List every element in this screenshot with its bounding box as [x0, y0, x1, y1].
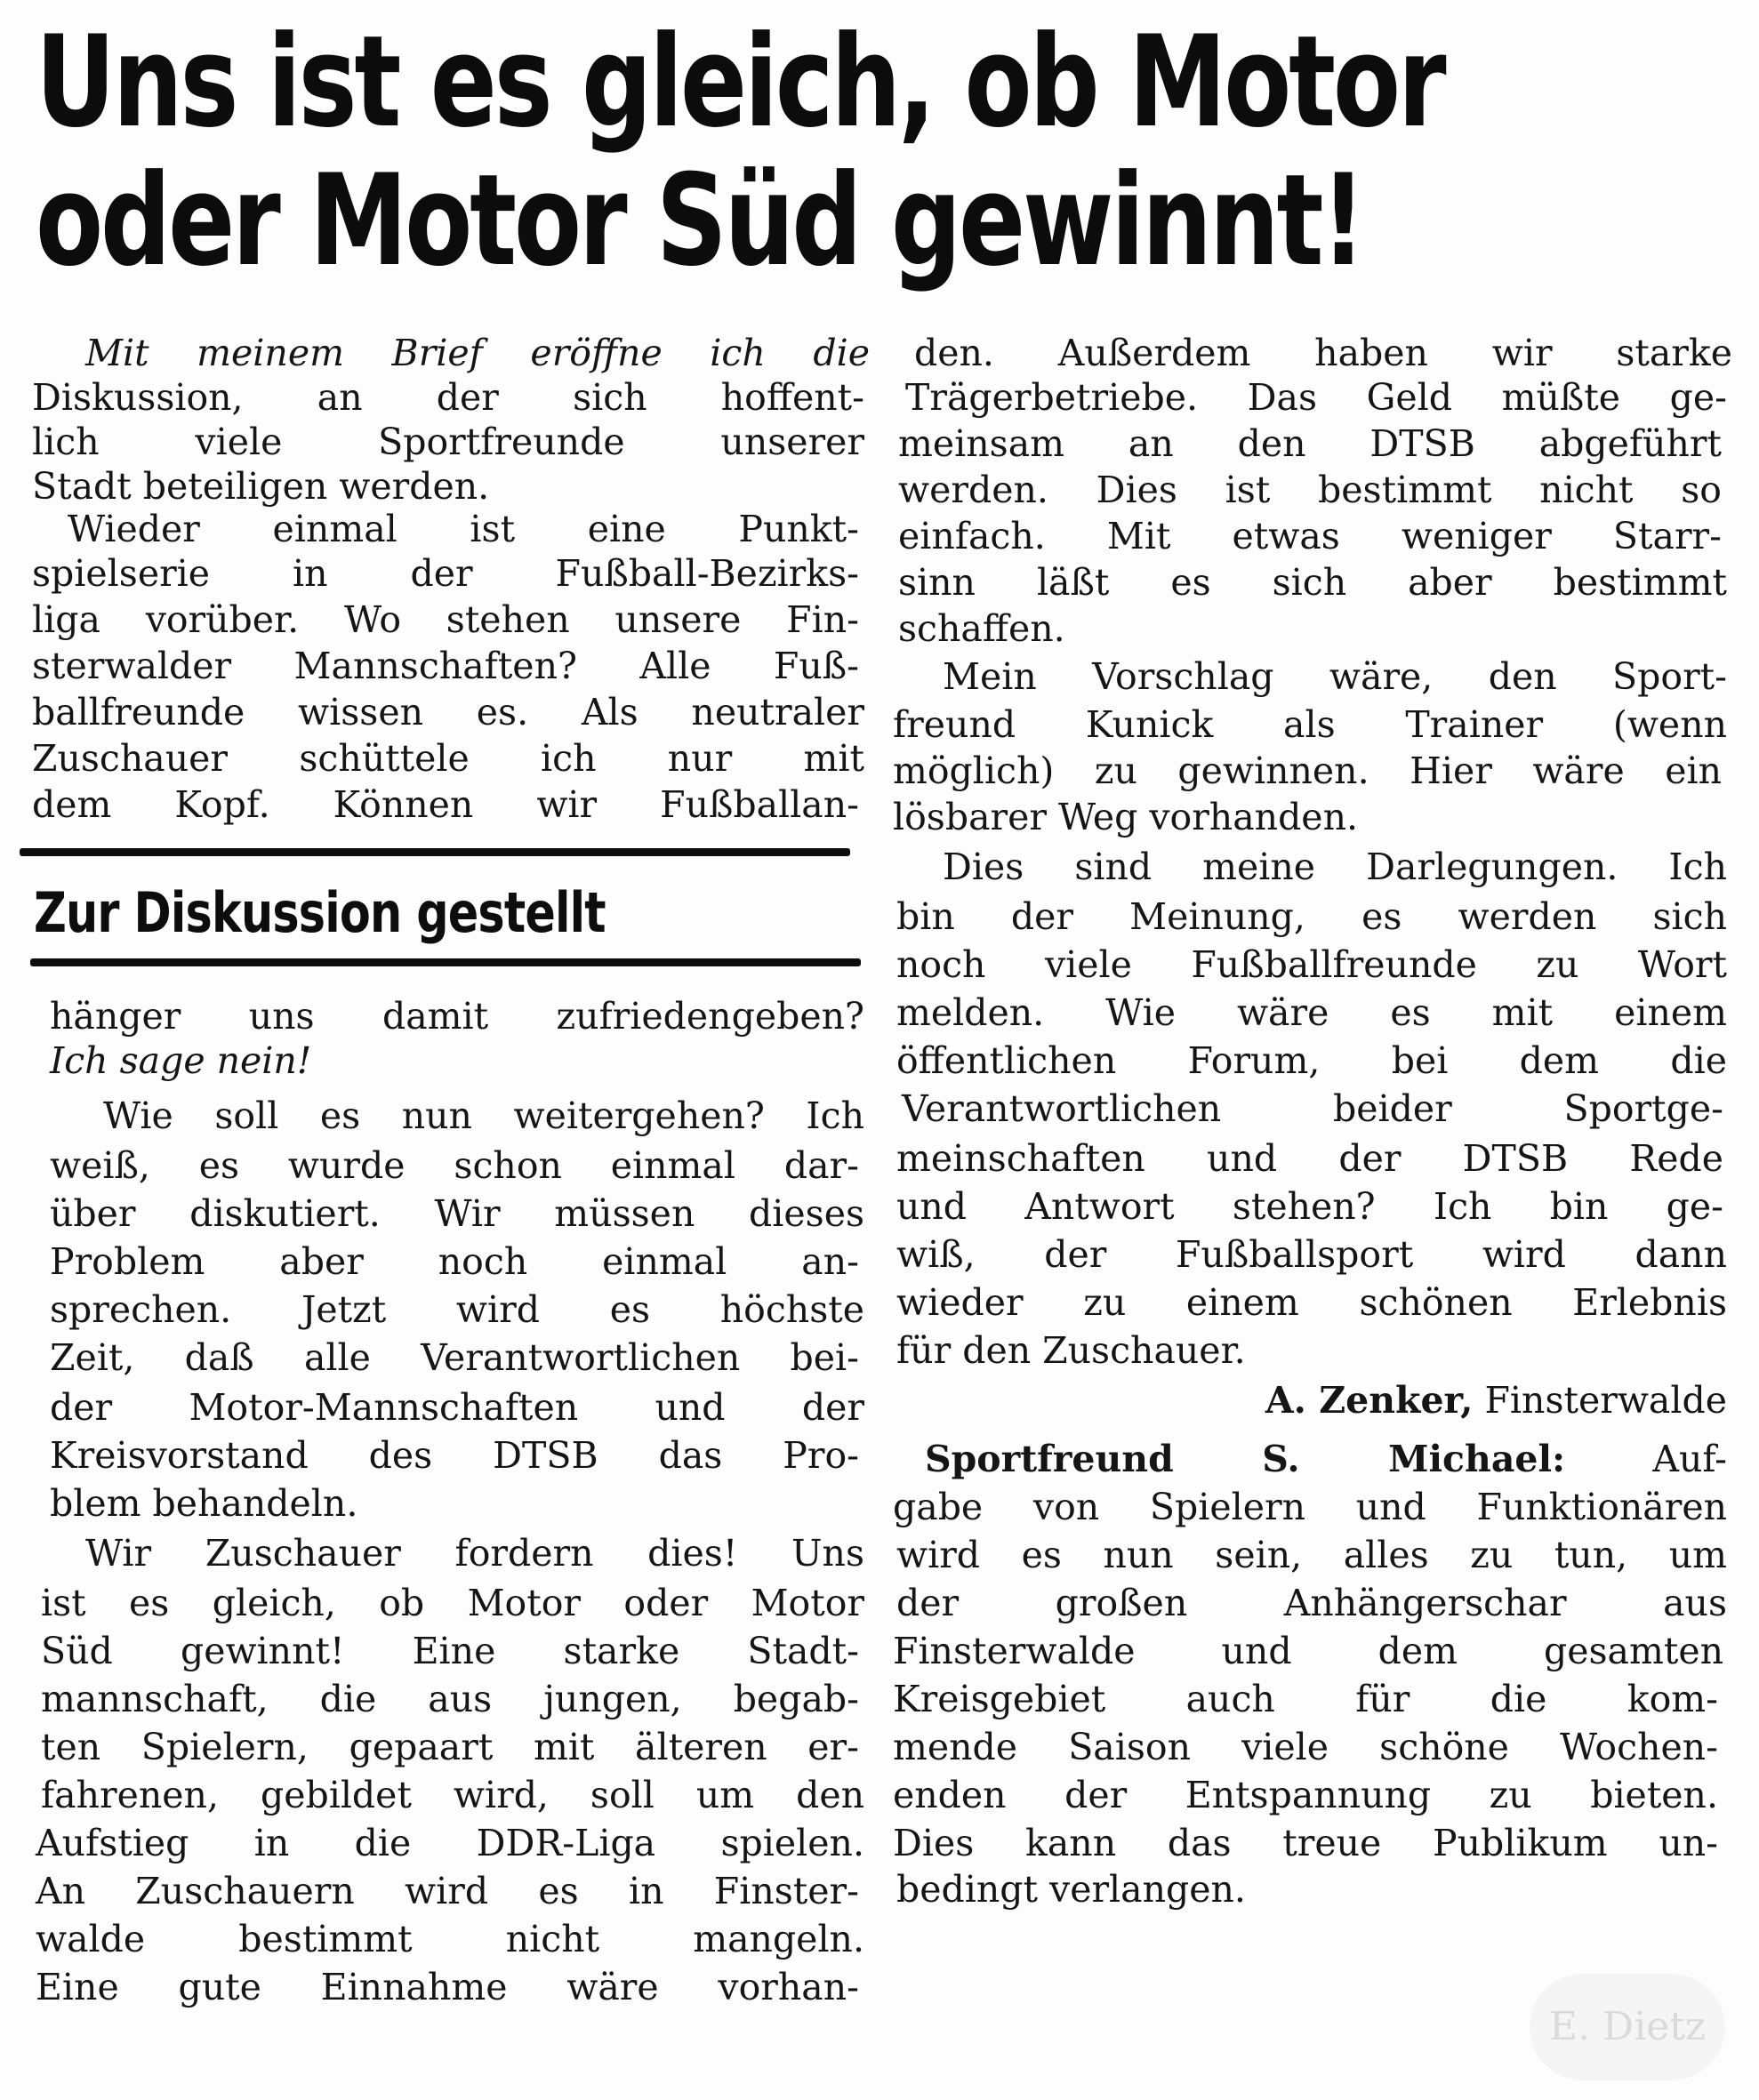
- text-line: meinschaften und der DTSB Rede: [896, 1137, 1723, 1180]
- reply-first-line-rest: Auf-: [1652, 1438, 1727, 1480]
- text-line: den. Außerdem haben wir starke: [914, 332, 1732, 374]
- text-line: hänger uns damit zufriedengeben?: [50, 995, 864, 1038]
- text-line: Diskussion, an der sich hoffent-: [32, 376, 864, 419]
- text-line: liga vorüber. Wo stehen unsere Fin-: [32, 598, 859, 641]
- text-line: Stadt beteiligen werden.: [32, 465, 490, 508]
- text-line: Verantwortlichen beider Sportge-: [902, 1087, 1723, 1130]
- headline-line-1: Uns ist es gleich, ob Motor: [36, 9, 1444, 156]
- text-line: Kreisgebiet auch für die kom-: [893, 1678, 1718, 1720]
- text-line: bin der Meinung, es werden sich: [896, 895, 1727, 938]
- text-line: ballfreunde wissen es. Als neutraler: [32, 691, 864, 733]
- text-line: Wie soll es nun weitergehen? Ich: [103, 1094, 864, 1137]
- text-line: Problem aber noch einmal an-: [50, 1240, 859, 1283]
- text-line: dem Kopf. Können wir Fußballan-: [32, 783, 859, 826]
- section-heading: Zur Diskussion gestellt: [34, 880, 606, 945]
- text-line: Eine gute Einnahme wäre vorhan-: [36, 1966, 859, 2008]
- text-line: Dies kann das treue Publikum un-: [893, 1822, 1718, 1864]
- text-line: Wir Zuschauer fordern dies! Uns: [85, 1532, 864, 1575]
- text-line: mende Saison viele schöne Wochen-: [893, 1726, 1718, 1768]
- faint-stamp: E. Dietz: [1530, 1974, 1725, 2080]
- text-line: über diskutiert. Wir müssen dieses: [50, 1192, 864, 1235]
- text-line: Süd gewinnt! Eine starke Stadt-: [41, 1630, 859, 1672]
- text-line: lösbarer Weg vorhanden.: [893, 796, 1359, 838]
- text-line: freund Kunick als Trainer (wenn: [893, 703, 1727, 746]
- text-line: ten Spielern, gepaart mit älteren er-: [41, 1726, 859, 1768]
- text-line: mannschaft, die aus jungen, begab-: [41, 1678, 859, 1720]
- text-line: sprechen. Jetzt wird es höchste: [50, 1288, 864, 1331]
- author-name: A. Zenker,: [1265, 1379, 1474, 1422]
- text-line: der Motor-Mannschaften und der: [50, 1386, 864, 1429]
- text-line: noch viele Fußballfreunde zu Wort: [896, 943, 1727, 986]
- text-line: für den Zuschauer.: [896, 1329, 1246, 1372]
- bottom-divider-rule: [30, 958, 861, 966]
- text-line: Zeit, daß alle Verantwortlichen bei-: [50, 1336, 859, 1379]
- text-line: wieder zu einem schönen Erlebnis: [896, 1281, 1727, 1324]
- text-line: schaffen.: [898, 607, 1065, 650]
- text-line: sterwalder Mannschaften? Alle Fuß-: [32, 645, 859, 687]
- text-line: wiß, der Fußballsport wird dann: [896, 1233, 1727, 1276]
- reply-first-line: [925, 1437, 1727, 1481]
- text-line: Trägerbetriebe. Das Geld müßte ge-: [905, 376, 1727, 419]
- text-line: Mein Vorschlag wäre, den Sport-: [943, 655, 1727, 698]
- text-line: wird es nun sein, alles zu tun, um: [896, 1534, 1727, 1576]
- text-line: Ich sage nein!: [50, 1039, 312, 1082]
- text-line: bedingt verlangen.: [896, 1868, 1246, 1911]
- text-line: und Antwort stehen? Ich bin ge-: [896, 1185, 1723, 1228]
- text-line: melden. Wie wäre es mit einem: [896, 991, 1727, 1034]
- text-line: Kreisvorstand des DTSB das Pro-: [50, 1434, 859, 1477]
- text-line: Aufstieg in die DDR-Liga spielen.: [36, 1822, 864, 1864]
- text-line: weiß, es wurde schon einmal dar-: [50, 1144, 859, 1187]
- text-line: sinn läßt es sich aber bestimmt: [898, 561, 1727, 604]
- headline-line-2: oder Motor Süd gewinnt!: [36, 148, 1363, 294]
- text-line: Mit meinem Brief eröffne ich die: [85, 332, 870, 374]
- text-line: An Zuschauern wird es in Finster-: [36, 1870, 859, 1912]
- text-line: meinsam an den DTSB abgeführt: [898, 422, 1722, 465]
- text-line: Wieder einmal ist eine Punkt-: [68, 508, 859, 550]
- text-line: blem behandeln.: [50, 1482, 358, 1525]
- text-line: Finsterwalde und dem gesamten: [893, 1630, 1723, 1672]
- text-line: spielserie in der Fußball-Bezirks-: [32, 552, 859, 595]
- text-line: öffentlichen Forum, bei dem die: [896, 1039, 1727, 1082]
- top-divider-rule: [20, 848, 850, 856]
- text-line: walde bestimmt nicht mangeln.: [36, 1918, 864, 1960]
- text-line: möglich) zu gewinnen. Hier wäre ein: [893, 749, 1722, 792]
- author-signature: [896, 1378, 1727, 1423]
- text-line: gabe von Spielern und Funktionären: [893, 1486, 1727, 1528]
- text-line: einfach. Mit etwas weniger Starr-: [898, 515, 1722, 557]
- text-line: werden. Dies ist bestimmt nicht so: [898, 469, 1722, 511]
- text-line: der großen Anhängerschar aus: [896, 1582, 1727, 1624]
- author-place: Finsterwalde: [1484, 1379, 1727, 1422]
- text-line: enden der Entspannung zu bieten.: [893, 1774, 1718, 1816]
- text-line: Dies sind meine Darlegungen. Ich: [943, 846, 1727, 888]
- text-line: ist es gleich, ob Motor oder Motor: [41, 1582, 864, 1624]
- text-line: fahrenen, gebildet wird, soll um den: [41, 1774, 864, 1816]
- text-line: Zuschauer schüttele ich nur mit: [32, 737, 864, 780]
- text-line: lich viele Sportfreunde unserer: [32, 421, 864, 463]
- reply-speaker: Sportfreund S. Michael:: [925, 1438, 1566, 1480]
